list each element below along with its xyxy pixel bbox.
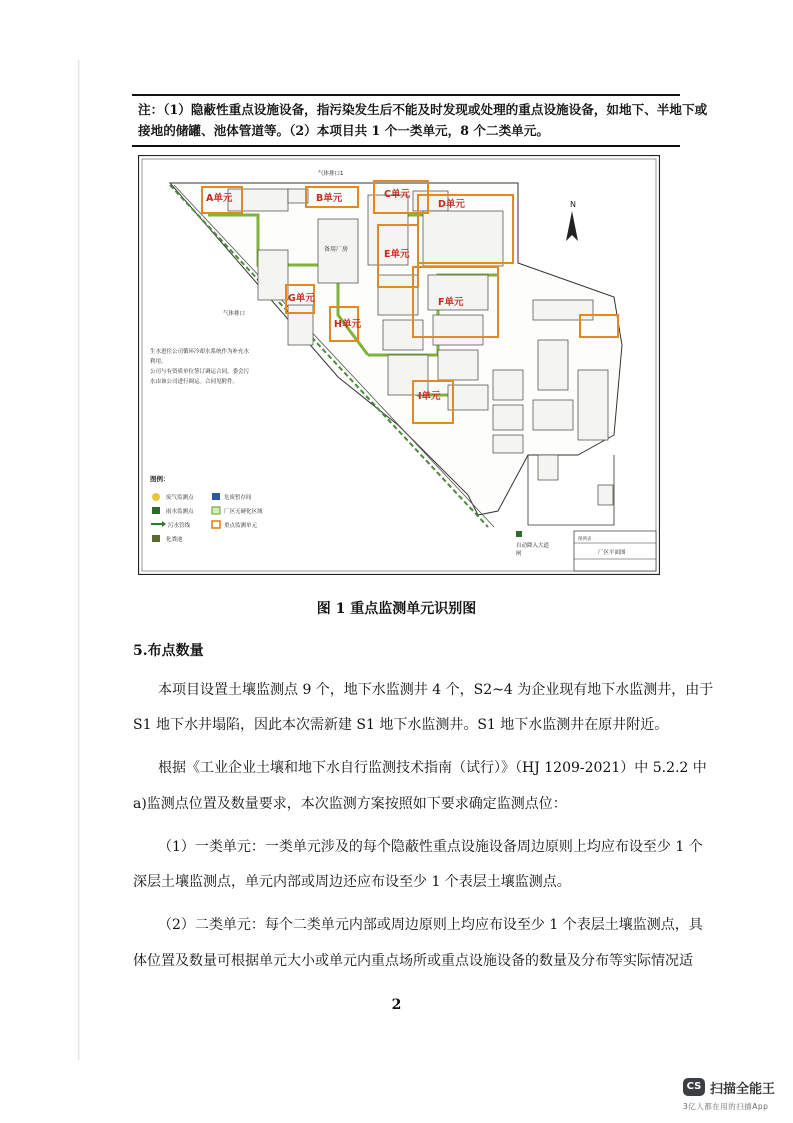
svg-text:生水进往公司循环冷却水系统作为补充水: 生水进往公司循环冷却水系统作为补充水 (150, 349, 250, 355)
svg-text:公司与有资质单位签订调运合同，委会污: 公司与有资质单位签订调运合同，委会污 (150, 369, 250, 375)
svg-text:水由该公司进行调运。合同见附件。: 水由该公司进行调运。合同见附件。 (150, 379, 239, 385)
paragraph-1-line-1: 本项目设置土壤监测点 9 个，地下水监测井 4 个，S2~4 为企业现有地下水监测井，由于 (158, 682, 714, 698)
label-bottom-right-2: 闸 (516, 551, 522, 557)
figure-caption: 图 1 重点监测单元识别图 (316, 601, 477, 617)
scanner-tagline: 3亿人都在用的扫描App (683, 1102, 769, 1111)
svg-text:利用。: 利用。 (150, 359, 167, 365)
unit-label-a: A单元 (206, 193, 233, 204)
legend-swatch-3 (212, 507, 220, 514)
legend-swatch-0 (152, 493, 160, 501)
paragraph-1-line-2: S1 地下水井塌陷，因此本次需新建 S1 地下水监测井。S1 地下水监测井在原井附近。 (133, 717, 669, 733)
site-map-figure (138, 155, 660, 575)
svg-text:图例表: 图例表 (578, 537, 592, 542)
note-line-1: 注：（1）隐蔽性重点设施设备，指污染发生后不能及时发现或处理的重点设施设备，如地下、半地下或 (138, 102, 708, 117)
paragraph-2-line-1: 根据《工业企业土壤和地下水自行监测技术指南（试行）》（HJ 1209-2021）中 5.2.2 中 (158, 760, 707, 776)
legend-swatch-1 (212, 493, 220, 500)
page-number: 2 (391, 997, 402, 1013)
legend-swatch-6 (152, 535, 160, 542)
note-line-2: 接地的储罐、池体管道等。（2）本项目共 1 个一类单元，8 个二类单元。 (138, 123, 549, 138)
svg-text:厂区平面图: 厂区平面图 (598, 550, 626, 556)
note-box (132, 94, 708, 147)
title-block (574, 531, 656, 571)
svg-text:废气监测点: 废气监测点 (166, 495, 194, 501)
label-gas-outlet-1: 气体排口1 (318, 171, 344, 177)
svg-text:雨水监测点: 雨水监测点 (166, 509, 194, 515)
svg-text:图例：: 图例： (150, 475, 170, 483)
paragraph-3-line-2: 深层土壤监测点，单元内部或周边还应布设至少 1 个表层土壤监测点。 (133, 874, 571, 890)
legend-swatch-2 (152, 507, 160, 514)
unit-label-b: B单元 (316, 193, 343, 204)
label-bottom-right-1: 自动降入大道 (516, 543, 550, 549)
site-map-svg (138, 155, 660, 575)
svg-text:N: N (570, 200, 576, 209)
bottom-marker (516, 531, 522, 537)
svg-text:危废暂存间: 危废暂存间 (224, 495, 252, 501)
svg-text:化粪池: 化粪池 (166, 537, 183, 543)
scan-edge-shadow (78, 60, 80, 1060)
unit-label-d: D单元 (438, 199, 465, 210)
svg-text:重点监测单元: 重点监测单元 (224, 523, 258, 529)
unit-label-i: I单元 (418, 391, 441, 402)
label-gas-outlet-2: 气体排口 (223, 311, 246, 317)
bldg-label-1: 备用厂房 (324, 246, 349, 253)
unit-label-f: F单元 (438, 297, 464, 308)
unit-label-g: G单元 (288, 293, 315, 304)
paragraph-2-line-2: a)监测点位置及数量要求，本次监测方案按照如下要求确定监测点位： (133, 796, 567, 812)
paragraph-3-line-1: （1）一类单元：一类单元涉及的每个隐蔽性重点设施设备周边原则上均应布设至少 1 个 (158, 839, 703, 855)
svg-text:污水管线: 污水管线 (168, 523, 191, 529)
section-title: 5.布点数量 (133, 643, 204, 659)
paragraph-4-line-2: 体位置及数量可根据单元大小或单元内重点场所或重点设施设备的数量及分布等实际情况适 (133, 953, 693, 969)
paragraph-4-line-1: （2）二类单元：每个二类单元内部或周边原则上均应布设至少 1 个表层土壤监测点，具 (158, 917, 703, 933)
svg-text:厂区无硬化区域: 厂区无硬化区域 (224, 509, 263, 515)
unit-label-c: C单元 (384, 189, 410, 200)
camscanner-logo-icon: CS (683, 1078, 705, 1096)
scanner-watermark (683, 1078, 783, 1116)
unit-label-e: E单元 (384, 249, 410, 260)
unit-label-h: H单元 (334, 319, 361, 330)
scanner-app-name: 扫描全能王 (710, 1082, 776, 1097)
